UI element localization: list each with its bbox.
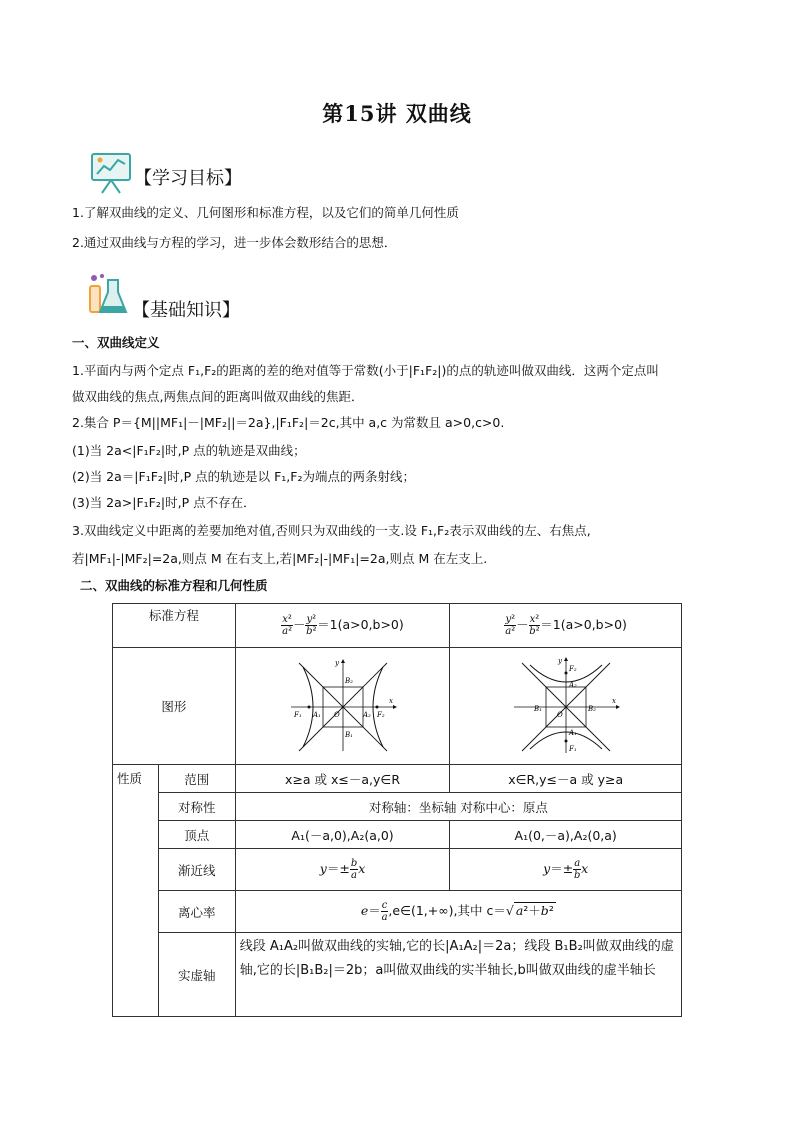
- table-row: [113, 648, 682, 765]
- svg-text:B₂: B₂: [344, 676, 353, 685]
- vertex-value-1: A₁(－a,0),A₂(a,0): [235, 821, 450, 849]
- svg-text:B₁: B₁: [533, 704, 542, 713]
- chemistry-flask-icon: [84, 272, 130, 318]
- definition-line-3: 2.集合 P＝{M||MF₁|－|MF₂||＝2a},|F₁F₂|＝2c,其中 a,c 为常数且 a>0,c>0.: [72, 415, 505, 430]
- range-value-1: x≥a 或 x≤－a,y∈R: [235, 765, 450, 793]
- table-row: [113, 891, 682, 933]
- definition-line-4: (1)当 2a<|F₁F₂|时,P 点的轨迹是双曲线；: [72, 443, 306, 458]
- definition-line-6: (3)当 2a>|F₁F₂|时,P 点不存在．: [72, 495, 256, 510]
- page-title: 第15讲 双曲线: [322, 101, 472, 126]
- table-row: [113, 604, 682, 648]
- section2-title: 二、双曲线的标准方程和几何性质: [80, 578, 268, 593]
- hyperbola-properties-table: [112, 603, 682, 1017]
- ecc-value: e＝ $\frac{c}{a}$ ,e∈(1,+∞),其中 c＝√ a²＋b²: [235, 891, 681, 933]
- objective-item-1: 1.了解双曲线的定义、几何图形和标准方程，以及它们的简单几何性质: [72, 205, 459, 220]
- graph-cell-2: [450, 648, 682, 765]
- objective-item-2: 2.通过双曲线与方程的学习，进一步体会数形结合的思想．: [72, 235, 397, 250]
- svg-text:F₂: F₂: [568, 664, 577, 673]
- table-row: [113, 849, 682, 891]
- table-row: [113, 933, 682, 1017]
- graph-cell-1: [235, 648, 450, 765]
- objectives-header: 【学习目标】: [134, 168, 242, 189]
- svg-text:O: O: [556, 710, 563, 719]
- hyperbola-x-axis-graph: [289, 657, 397, 753]
- axis-label: 实虚轴: [158, 933, 235, 1017]
- svg-text:F₁: F₁: [293, 710, 302, 719]
- symmetry-label: 对称性: [158, 793, 235, 821]
- std-eq-label: 标准方程: [113, 604, 236, 648]
- svg-text:A₂: A₂: [568, 680, 577, 689]
- svg-text:B₁: B₁: [344, 730, 353, 739]
- props-label: 性质: [113, 765, 159, 1017]
- definition-line-2: 做双曲线的焦点,两焦点间的距离叫做双曲线的焦距．: [72, 389, 364, 404]
- range-value-2: x∈R,y≤－a 或 y≥a: [450, 765, 682, 793]
- svg-text:F₁: F₁: [568, 744, 577, 753]
- svg-text:O: O: [333, 710, 340, 719]
- symmetry-value: 对称轴：坐标轴 对称中心：原点: [235, 793, 681, 821]
- asymptote-value-1: y＝± $\frac{b}{a}$ x: [235, 849, 450, 891]
- axis-value: 线段 A₁A₂叫做双曲线的实轴,它的长|A₁A₂|＝2a；线段 B₁B₂叫做双曲线的虚轴,它的长|B₁B₂|＝2b；a叫做双曲线的实半轴长,b叫做双曲线的虚半轴长: [235, 933, 681, 1017]
- vertex-label: 顶点: [158, 821, 235, 849]
- std-eq-1: $\frac{\text{x²}}{\text{a²}}$ － $\frac{\text{y²}}{\text{b²}}$ ＝1(a>0,b>0): [235, 604, 450, 648]
- definition-line-8: 若|MF₁|-|MF₂|=2a,则点 M 在右支上,若|MF₂|-|MF₁|=2a,则点 M 在左支上.: [72, 551, 488, 566]
- svg-text:A₁: A₁: [568, 728, 577, 737]
- table-row: [113, 765, 682, 793]
- ecc-label: 离心率: [158, 891, 235, 933]
- definition-line-7: 3.双曲线定义中距离的差要加绝对值,否则只为双曲线的一支.设 F₁,F₂表示双曲线的左、右焦点,: [72, 523, 591, 538]
- std-eq-2: $\frac{\text{y²}}{\text{a²}}$ － $\frac{\text{x²}}{\text{b²}}$ ＝1(a>0,b>0): [450, 604, 682, 648]
- ecc-text: ,e∈(1,+∞),其中 c＝: [388, 903, 506, 918]
- svg-text:x: x: [611, 696, 616, 705]
- table-row: [113, 821, 682, 849]
- svg-text:B₂: B₂: [587, 704, 596, 713]
- eq-cond-2: ＝1(a>0,b>0): [540, 617, 627, 632]
- definition-line-5: (2)当 2a＝|F₁F₂|时,P 点的轨迹是以 F₁,F₂为端点的两条射线；: [72, 469, 415, 484]
- basics-header: 【基础知识】: [132, 300, 240, 321]
- vertex-value-2: A₁(0,－a),A₂(0,a): [450, 821, 682, 849]
- svg-text:x: x: [388, 696, 393, 705]
- svg-text:F₂: F₂: [376, 710, 385, 719]
- section1-title: 一、双曲线定义: [72, 335, 160, 350]
- svg-text:A₂: A₂: [362, 710, 371, 719]
- table-row: [113, 793, 682, 821]
- hyperbola-y-axis-graph: [512, 655, 620, 755]
- graph-label: 图形: [113, 648, 236, 765]
- eq-cond-1: ＝1(a>0,b>0): [317, 617, 404, 632]
- asymptote-label: 渐近线: [158, 849, 235, 891]
- definition-line-1: 1.平面内与两个定点 F₁,F₂的距离的差的绝对值等于常数(小于|F₁F₂|)的点的轨迹叫做双曲线．这两个定点叫: [72, 363, 659, 378]
- svg-text:y: y: [557, 656, 562, 665]
- presentation-board-icon: [88, 150, 134, 196]
- svg-text:y: y: [334, 658, 339, 667]
- asymptote-value-2: y＝± $\frac{a}{b}$ x: [450, 849, 682, 891]
- svg-text:A₁: A₁: [312, 710, 321, 719]
- range-label: 范围: [158, 765, 235, 793]
